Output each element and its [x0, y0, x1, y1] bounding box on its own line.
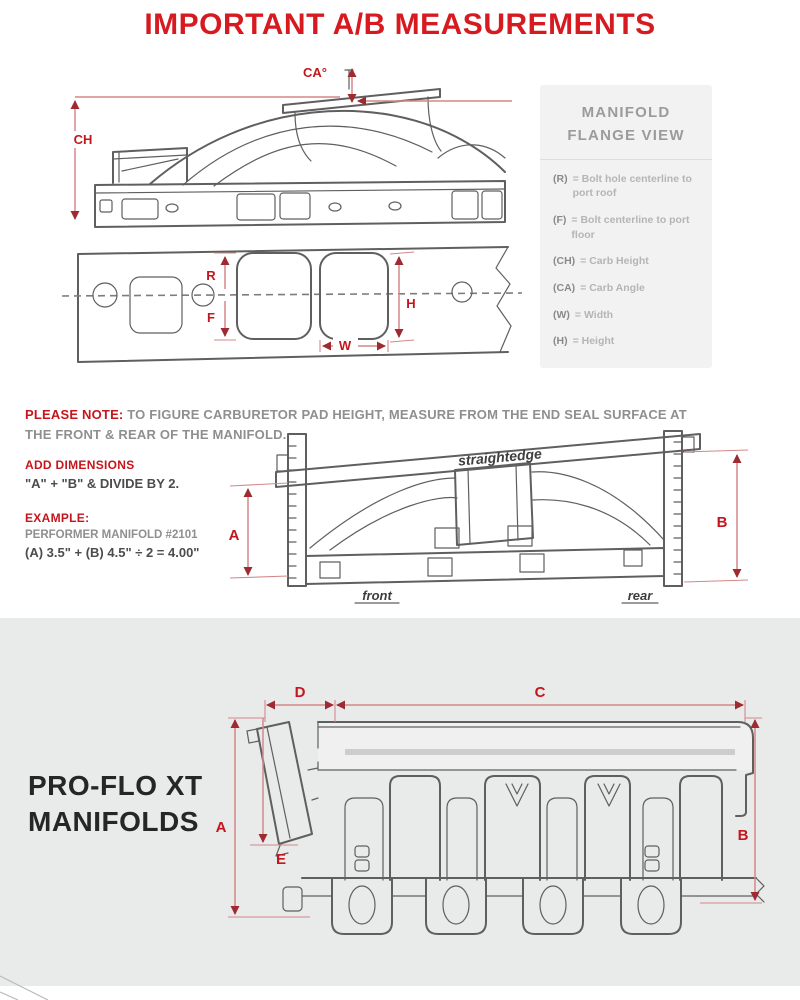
dim-b-label: B	[716, 514, 728, 531]
legend-text: = Bolt centerline to port floor	[571, 213, 690, 241]
side-view-dimensions	[66, 65, 512, 219]
legend-text: = Bolt hole centerline to port roof	[572, 172, 692, 200]
legend-key: (W)	[553, 308, 570, 321]
legend-key: (F)	[553, 213, 567, 226]
page-tear-decoration	[0, 960, 80, 1000]
legend-title	[553, 101, 699, 148]
dim-a-label: A	[228, 527, 240, 544]
legend-key: (R)	[553, 172, 568, 185]
add-dimensions-label: ADD DIMENSIONS	[25, 458, 135, 472]
manifold-side-and-flange-view-diagram	[0, 50, 540, 390]
legend-item	[553, 172, 699, 201]
rear-label: rear	[627, 588, 653, 603]
legend-item	[553, 281, 699, 296]
straightedge-label: straightedge	[457, 445, 543, 469]
front-label: front	[362, 588, 392, 603]
dim-a-label-bottom: A	[215, 819, 227, 836]
please-note-text: TO FIGURE CARBURETOR PAD HEIGHT, MEASURE FROM THE END SEAL SURFACE AT THE FRONT & REAR OF THE MANIFOLD.	[25, 407, 687, 442]
port-roof-label: R	[206, 268, 216, 283]
legend-key: (CA)	[553, 281, 576, 294]
port-floor-label: F	[207, 310, 215, 325]
legend-item	[553, 334, 699, 349]
pro-flo-xt-heading-line1: PRO-FLO XT	[28, 770, 203, 801]
manifold-side-view	[95, 70, 505, 227]
legend-text: = Carb Height	[580, 255, 649, 268]
legend-text: = Width	[574, 308, 614, 321]
carb-height-label: CH	[73, 132, 93, 147]
please-note-label: PLEASE NOTE:	[25, 407, 124, 422]
pro-flo-xt-heading	[28, 768, 203, 841]
legend-key: (H)	[553, 335, 568, 348]
legend-key: (CH)	[553, 255, 576, 268]
example-manifold: PERFORMER MANIFOLD #2101	[25, 529, 198, 541]
example-formula: (A) 3.5" + (B) 4.5" ÷ 2 = 4.00"	[25, 545, 200, 560]
legend-text: = Carb Angle	[580, 281, 645, 294]
legend-divider	[540, 159, 712, 160]
legend-item	[553, 213, 699, 242]
pro-flo-xt-manifold-diagram	[205, 660, 800, 985]
example-label: EXAMPLE:	[25, 511, 90, 525]
legend-item	[553, 308, 699, 323]
legend-title-line2: FLANGE VIEW	[567, 127, 685, 145]
straightedge-measurement-diagram	[215, 415, 800, 615]
add-dimensions-text: "A" + "B" & DIVIDE BY 2.	[25, 476, 180, 491]
page-title: IMPORTANT A/B MEASUREMENTS	[144, 8, 656, 41]
dim-b-label-bottom: B	[737, 827, 749, 844]
manifold-flange-view	[62, 247, 522, 362]
legend-item	[553, 254, 699, 269]
dim-e-label: E	[275, 851, 287, 868]
pro-flo-manifold-drawing	[247, 722, 764, 934]
port-height-label: H	[406, 296, 416, 311]
dim-d-label: D	[294, 684, 306, 701]
manifold-flange-view-legend	[540, 85, 712, 368]
legend-text: = Height	[572, 335, 615, 348]
dim-c-label: C	[534, 684, 546, 701]
carb-angle-label: CA°	[303, 65, 327, 80]
pro-flo-xt-heading-line2: MANIFOLDS	[28, 806, 199, 838]
legend-title-line1: MANIFOLD	[581, 104, 671, 121]
port-width-label: W	[338, 338, 352, 353]
